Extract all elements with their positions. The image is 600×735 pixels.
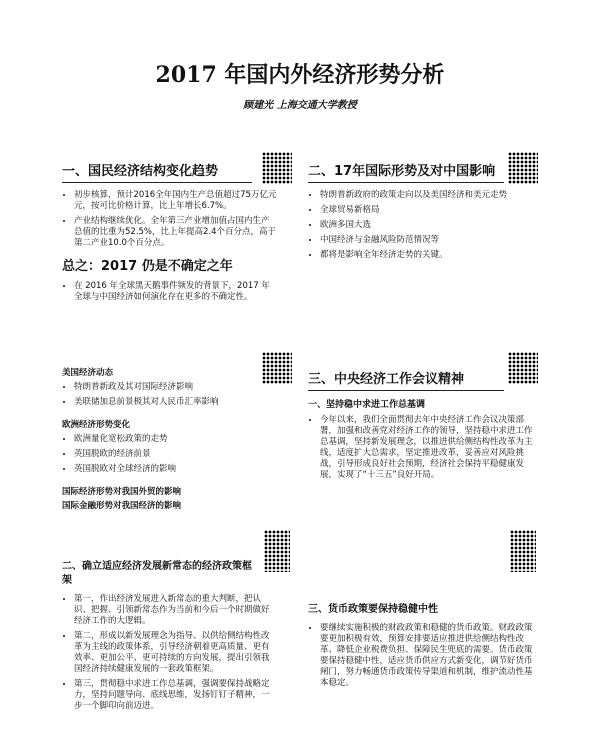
dot-pattern-decoration [262,352,292,384]
list-item: • 产业结构继续优化。全年第三产业增加值占国内生产总值的比重为52.5%，比上年提高2.4个百分点，高于第二产业10.0个百分点。 [74,215,277,249]
section-heading: 二、17年国际形势及对中国影响 [308,160,504,183]
eu-economy-heading: 欧洲经济形势变化 [62,420,131,430]
list-item: • 英国脱欧的经济前景 [74,448,277,460]
list-item: • 今年以来，我们全面贯彻去年中央经济工作会议决策部署，加强和改善党对经济工作的领导，坚持稳中求进工作总基调，坚持新发展理念，以推进供给侧结构性改革为主线，适度扩大总需求，坚定推进改革，妥善应对风险挑战，引导形成良好社会预期，经济社会保持平稳健康发展，实现了“十三五”良好开局。 [320,414,538,481]
section-economic-structure [62,160,277,306]
bullet-list [308,189,538,261]
dot-pattern-decoration [508,152,538,184]
section-heading [62,560,252,591]
bullet-list [308,414,538,481]
panel-global-dynamics [62,360,277,513]
section-heading-text: 二、确立适应经济发展新常态的经济政策框架 [62,561,252,586]
section-central-economic-conference [308,368,538,484]
bullet-list [62,189,277,249]
bullet-list [308,622,538,689]
sub-heading: 一、坚持稳中求进工作总基调 [308,400,426,410]
list-item: • 第三，贯彻稳中求进工作总基调，强调要保持战略定力，坚持问题导向、底线思维，发扬钉钉子精神，一步一个脚印向前迈进。 [74,678,277,712]
list-item: • 特朗普新政府的政策走向以及美国经济和美元走势 [320,189,538,201]
list-item: • 初步核算，预计2016全年国内生产总值超过75万亿元元，按可比价格计算，比上年增长6.7%。 [74,189,277,212]
us-economy-heading: 美国经济动态 [62,368,114,378]
list-item: • 在 2016 年全球黑天鹅事件频发的背景下，2017 年全球与中国经济如何演化存在更多的不确定性。 [74,280,277,303]
list-item: • 欧洲多国大选 [320,219,538,231]
list-item: • 特朗普新政及其对国际经济影响 [74,381,277,393]
section-monetary-policy [308,600,538,692]
list-item: • 要继续实施积极的财政政策和稳健的货币政策。财政政策要更加积极有效，预算安排要适应推进供给侧结构性改革、降低企业税费负担、保障民生兜底的需要。货币政策要保持稳健中性，适应货币供应方式新变化，调节好货币闸门，努力畅通货币政策传导渠道和机制，维护流动性基本稳定。 [320,622,538,689]
conclusion-heading: 总之：2017 仍是不确定之年 [62,259,233,274]
dot-pattern-decoration [264,530,290,572]
list-item: • 美联储加息前景极其对人民币汇率影响 [74,396,277,408]
bullet-list [62,280,277,303]
list-item: • 都将是影响全年经济走势的关键。 [320,249,538,261]
list-item: • 英国脱欧对全球经济的影响 [74,463,277,475]
list-item: • 欧洲量化宽松政策的走势 [74,433,277,445]
section-heading: 一、国民经济结构变化趋势 [62,160,252,183]
section-policy-framework [62,560,277,715]
page-title: 2017 年国内外经济形势分析 [155,62,445,88]
list-item: • 全球贸易新格局 [320,204,538,216]
section-heading: 三、货币政策要保持稳健中性 [308,604,438,615]
bullet-list [62,433,277,475]
section-international-situation [308,160,538,264]
bullet-list [62,593,277,712]
list-item: • 中国经济与金融风险防范情况等 [320,234,538,246]
trade-impact-line: 国际经济形势对我国外贸的影响 [62,487,182,497]
finance-impact-line: 国际金融形势对我国经济的影响 [62,501,182,511]
dot-pattern-decoration [510,530,536,572]
bullet-list [62,381,277,408]
list-item: • 第二，形成以新发展理念为指导、以供给侧结构性改革为主线的政策体系，引导经济朝着更高质量、更有效率、更加公平、更可持续的方向发展，提出引领我国经济持续健康发展的一套政策框架。 [74,630,277,675]
dot-pattern-decoration [262,152,292,184]
dot-pattern-decoration [508,352,538,384]
author-line: 顾建光 上海交通大学教授 [243,100,357,111]
section-heading: 三、中央经济工作会议精神 [308,368,504,391]
list-item: • 第一，作出经济发展进入新常态的重大判断，把认识、把握、引领新常态作为当前和今后一个时期做好经济工作的大逻辑。 [74,593,277,627]
